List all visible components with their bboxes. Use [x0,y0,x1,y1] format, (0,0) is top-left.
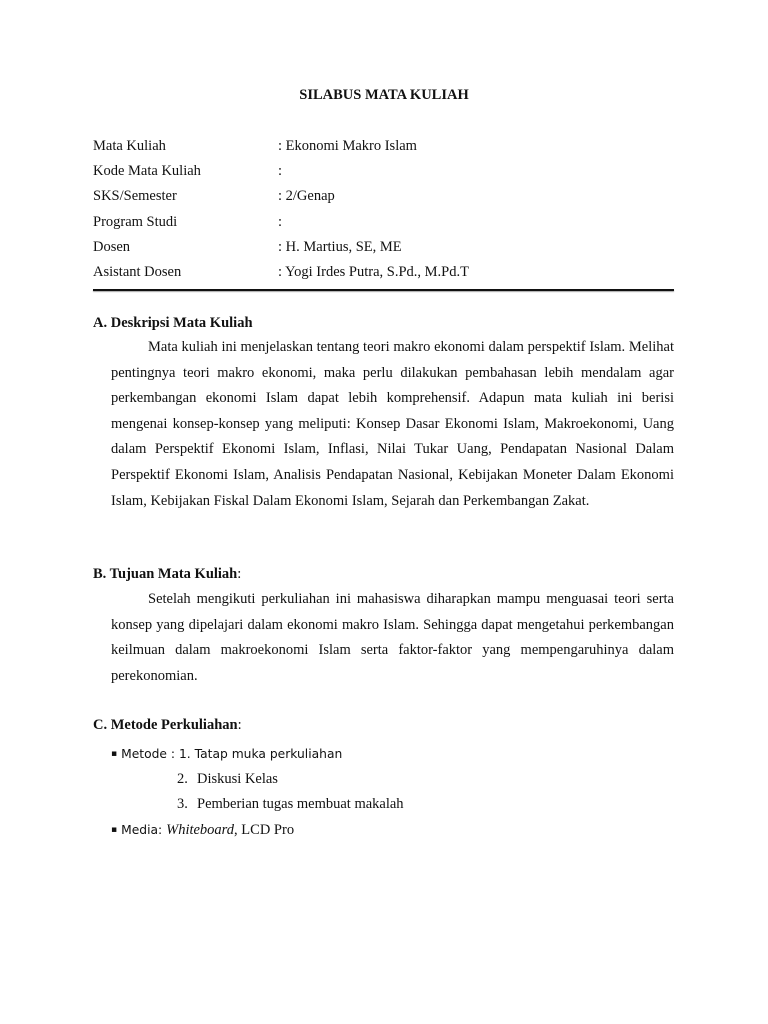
info-value: : H. Martius, SE, ME [278,238,402,255]
info-row-course [93,137,683,162]
metode-item-3 [177,795,404,813]
section-c-heading [93,717,242,734]
section-b-body: Setelah mengikuti perkuliahan ini mahasiswa diharapkan mampu menguasai teori serta konsep yang dipelajari dalam ekonomi makro Islam. Sehingga dapat mengetahui perkembangan keilmuan dalam makroekonomi Islam serta faktor-faktor yang mempengaruhinya dalam perekonomian. [111,591,674,684]
info-label: Program Studi [93,213,178,230]
metode-item-num: 2. [177,771,188,787]
section-a-heading: A. Deskripsi Mata Kuliah [93,315,253,331]
media-rest: , LCD Pro [234,822,295,838]
metode-item-2 [177,770,278,788]
section-c-heading-text: C. Metode Perkuliahan [93,717,238,733]
info-value: : 2/Genap [278,188,335,205]
section-a-body: Mata kuliah ini menjelaskan tentang teori makro ekonomi dalam perspektif Islam. Melihat pentingnya teori makro ekonomi, maka perlu dilakukan pembahasan lebih mendalam agar perkembangan ekonomi Islam dapat lebih komprehensif. Adapun mata kuliah ini berisi mengenai konsep-konsep yang meliputi: Konsep Dasar Ekonomi Islam, Makroekonomi, Uang dalam Perspektif Ekonomi Islam, Inflasi, Nilai Tukar Uang, Pendapatan Nasional Dalam Perspektif Ekonomi Islam, Analisis Pendapatan Nasional, Kebijakan Moneter Dalam Ekonomi Islam, Kebijakan Fiskal Dalam Ekonomi Islam, Sejarah dan Perkembangan Zakat. [111,339,674,509]
page-title: SILABUS MATA KULIAH [299,87,469,103]
info-row-code [93,162,683,187]
metode-item-text: Pemberian tugas membuat makalah [197,796,404,812]
section-b-heading-text: B. Tujuan Mata Kuliah [93,566,238,582]
metode-item-1: Tatap muka perkuliahan [194,747,343,761]
media-whiteboard: Whiteboard [166,822,235,838]
info-label: Dosen [93,238,131,255]
info-value: : [278,163,283,180]
info-label: Mata Kuliah [93,138,166,154]
info-row-program [93,213,683,238]
info-row-sks [93,187,683,212]
section-c-heading-colon: : [237,717,242,733]
info-value: : [278,213,283,230]
media-label: Media: [121,823,163,837]
info-value: : Ekonomi Makro Islam [278,138,417,154]
metode-label: Metode : 1. [121,747,191,761]
metode-line [111,745,342,763]
info-row-assistant [93,263,683,288]
section-b-text [111,587,674,689]
course-info-table [93,137,683,288]
metode-item-text: Diskusi Kelas [197,771,278,787]
info-label: Asistant Dosen [93,263,182,280]
media-line [111,821,294,839]
info-label: SKS/Semester [93,188,177,205]
square-bullet-icon: ▪ [111,749,118,759]
section-b-heading-colon: : [237,566,242,582]
header-divider [93,289,674,291]
section-b-heading [93,566,241,583]
square-bullet-icon: ▪ [111,825,118,835]
section-a-text [111,335,674,514]
info-label: Kode Mata Kuliah [93,163,201,180]
metode-item-num: 3. [177,796,188,812]
info-row-lecturer [93,238,683,263]
info-value: : Yogi Irdes Putra, S.Pd., M.Pd.T [278,263,469,280]
